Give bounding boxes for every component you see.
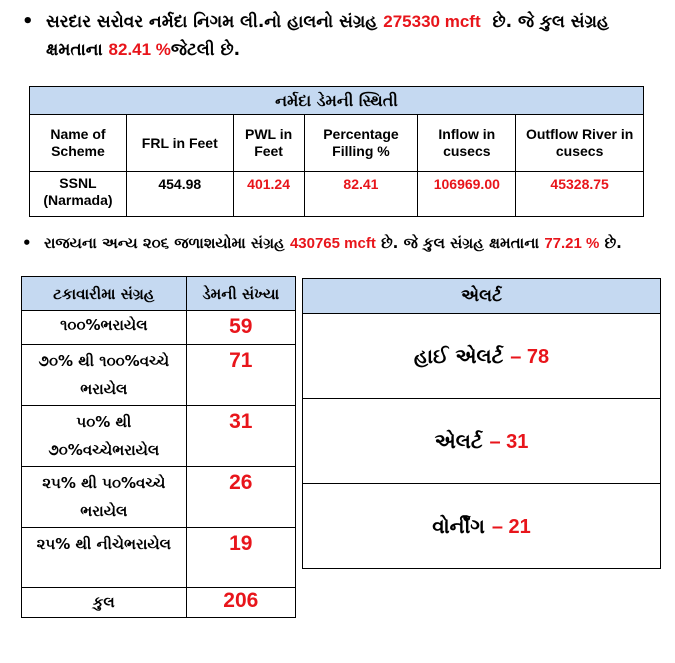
high-alert-cell xyxy=(303,314,661,399)
header-outflow: Outflow River in cusecs xyxy=(516,115,644,172)
bullet-icon: • xyxy=(22,11,34,32)
warning-label: વોર્નીંગ xyxy=(432,513,492,538)
state-text-middle: છે. જે કુલ સંગ્રહ ક્ષમતાના xyxy=(375,234,545,252)
cell-outflow: 45328.75 xyxy=(516,172,644,217)
intro-text-middle: છે. જે કુલ સંગ્રહ ક્ષમતાના xyxy=(46,12,615,60)
intro-text-before: સરદાર સરોવર નર્મદા નિગમ લી.નો હાલનો સંગ્રહ xyxy=(46,12,384,32)
row-count: 31 xyxy=(186,406,295,467)
header-pwl: PWL in Feet xyxy=(233,115,304,172)
row-count: 59 xyxy=(186,311,295,345)
total-label: કુલ xyxy=(22,588,187,618)
cell-scheme-name: SSNL (Narmada) xyxy=(30,172,127,217)
header-percentage-filling: Percentage Filling % xyxy=(304,115,418,172)
cell-inflow: 106969.00 xyxy=(418,172,516,217)
row-label: ૨૫% થી ૫૦%વચ્ચે ભરાયેલ xyxy=(22,467,187,528)
row-count: 26 xyxy=(186,467,295,528)
header-frl: FRL in Feet xyxy=(126,115,233,172)
high-alert-label: હાઈ એલર્ટ xyxy=(413,343,511,368)
row-count: 71 xyxy=(186,345,295,406)
state-percent-value: 77.21 % xyxy=(544,235,600,252)
alert-table xyxy=(302,278,661,569)
header-name-of-scheme: Name of Scheme xyxy=(30,115,127,172)
high-alert-count: – 78 xyxy=(510,345,550,368)
row-count: 19 xyxy=(186,528,295,588)
bullet-icon: • xyxy=(22,234,32,252)
alert-count: – 31 xyxy=(489,430,529,453)
narmada-storage-note xyxy=(22,8,662,64)
warning-count: – 21 xyxy=(491,515,531,538)
warning-cell xyxy=(303,484,661,569)
row-label: ૨૫% થી નીચેભરાયેલ xyxy=(22,528,187,588)
state-storage-value: 430765 mcft xyxy=(289,235,376,252)
cell-percentage: 82.41 xyxy=(304,172,418,217)
storage-percentage-table xyxy=(21,276,296,618)
header-inflow: Inflow in cusecs xyxy=(418,115,516,172)
cell-pwl: 401.24 xyxy=(233,172,304,217)
row-label: ૧૦૦%ભરાયેલ xyxy=(22,311,187,345)
intro-percent-value: 82.41 % xyxy=(108,40,171,59)
alert-label: એલર્ટ xyxy=(434,428,490,453)
header-storage-percentage: ટકાવારીમા સંગ્રહ xyxy=(22,277,187,311)
cell-frl: 454.98 xyxy=(126,172,233,217)
dam-table-title: નર્મદા ડેમની સ્થિતી xyxy=(30,87,644,115)
row-label: ૭૦% થી ૧૦૦%વચ્ચે ભરાયેલ xyxy=(22,345,187,406)
state-text-before: રાજયના અન્ય ૨૦૬ જળાશયોમા સંગ્રહ xyxy=(44,234,290,252)
state-reservoirs-note xyxy=(22,230,662,257)
intro-text-after: જેટલી છે. xyxy=(170,40,241,60)
intro-storage-value: 275330 mcft xyxy=(383,12,481,31)
total-count: 206 xyxy=(186,588,295,618)
header-dam-count: ડેમની સંખ્યા xyxy=(186,277,295,311)
narmada-dam-table xyxy=(29,86,644,217)
row-label: ૫૦% થી ૭૦%વચ્ચેભરાયેલ xyxy=(22,406,187,467)
alert-table-header: એલર્ટ xyxy=(303,279,661,314)
state-text-after: છે. xyxy=(599,234,622,252)
alert-cell xyxy=(303,399,661,484)
